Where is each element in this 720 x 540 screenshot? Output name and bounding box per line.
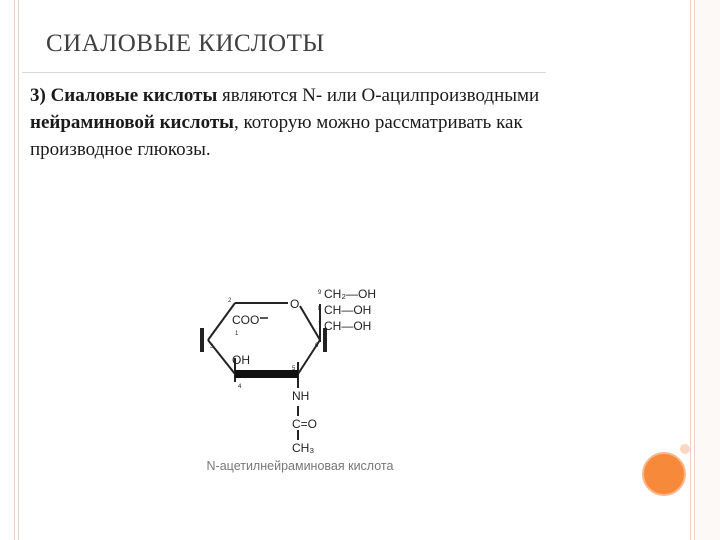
side-chain-line-1: CH₂—OH bbox=[324, 287, 376, 301]
hydroxyl-label: OH bbox=[232, 353, 250, 367]
atom-number: 4 bbox=[238, 384, 242, 390]
decorative-small-circle bbox=[680, 444, 690, 454]
amide-carbonyl-label: C=O bbox=[292, 417, 318, 431]
paragraph-text-2: , которую можно рассматривать как производное глюкозы. bbox=[30, 112, 523, 160]
structure-caption: N-ацетилнейраминовая кислота bbox=[206, 459, 394, 473]
side-chain-line-2: CH—OH bbox=[324, 303, 372, 317]
amide-methyl-label: CH₃ bbox=[292, 441, 315, 455]
right-decorative-border bbox=[690, 0, 695, 540]
side-chain-line-3: CH—OH bbox=[324, 319, 372, 333]
carboxylate-label: COO⁻ bbox=[232, 313, 266, 327]
atom-number: 8 bbox=[318, 306, 322, 312]
term-neuraminic-acid: нейраминовой кислоты bbox=[30, 112, 234, 133]
decorative-orange-circle bbox=[642, 452, 686, 496]
ring-oxygen-label: O bbox=[290, 297, 300, 311]
paragraph-prefix: 3) bbox=[30, 85, 51, 106]
left-decorative-border bbox=[14, 0, 19, 540]
slide-title: СИАЛОВЫЕ КИСЛОТЫ bbox=[46, 30, 325, 57]
amide-nh-label: NH bbox=[292, 389, 310, 403]
atom-number: 2 bbox=[228, 298, 232, 304]
paragraph-text-1: являются N- или O-ацилпроизводными bbox=[217, 85, 540, 106]
atom-number: 1 bbox=[235, 331, 239, 337]
slide-paragraph bbox=[30, 82, 630, 163]
right-margin-strip bbox=[696, 0, 720, 540]
atom-number: 6 bbox=[315, 343, 319, 349]
atom-number: 3 bbox=[210, 344, 214, 350]
term-sialic-acids: Сиаловые кислоты bbox=[50, 85, 218, 106]
atom-number: 7 bbox=[318, 322, 322, 328]
atom-number: 5 bbox=[292, 366, 296, 372]
ring-bold-bond bbox=[235, 370, 298, 378]
title-divider bbox=[22, 72, 546, 73]
atom-number: 9 bbox=[318, 290, 322, 296]
